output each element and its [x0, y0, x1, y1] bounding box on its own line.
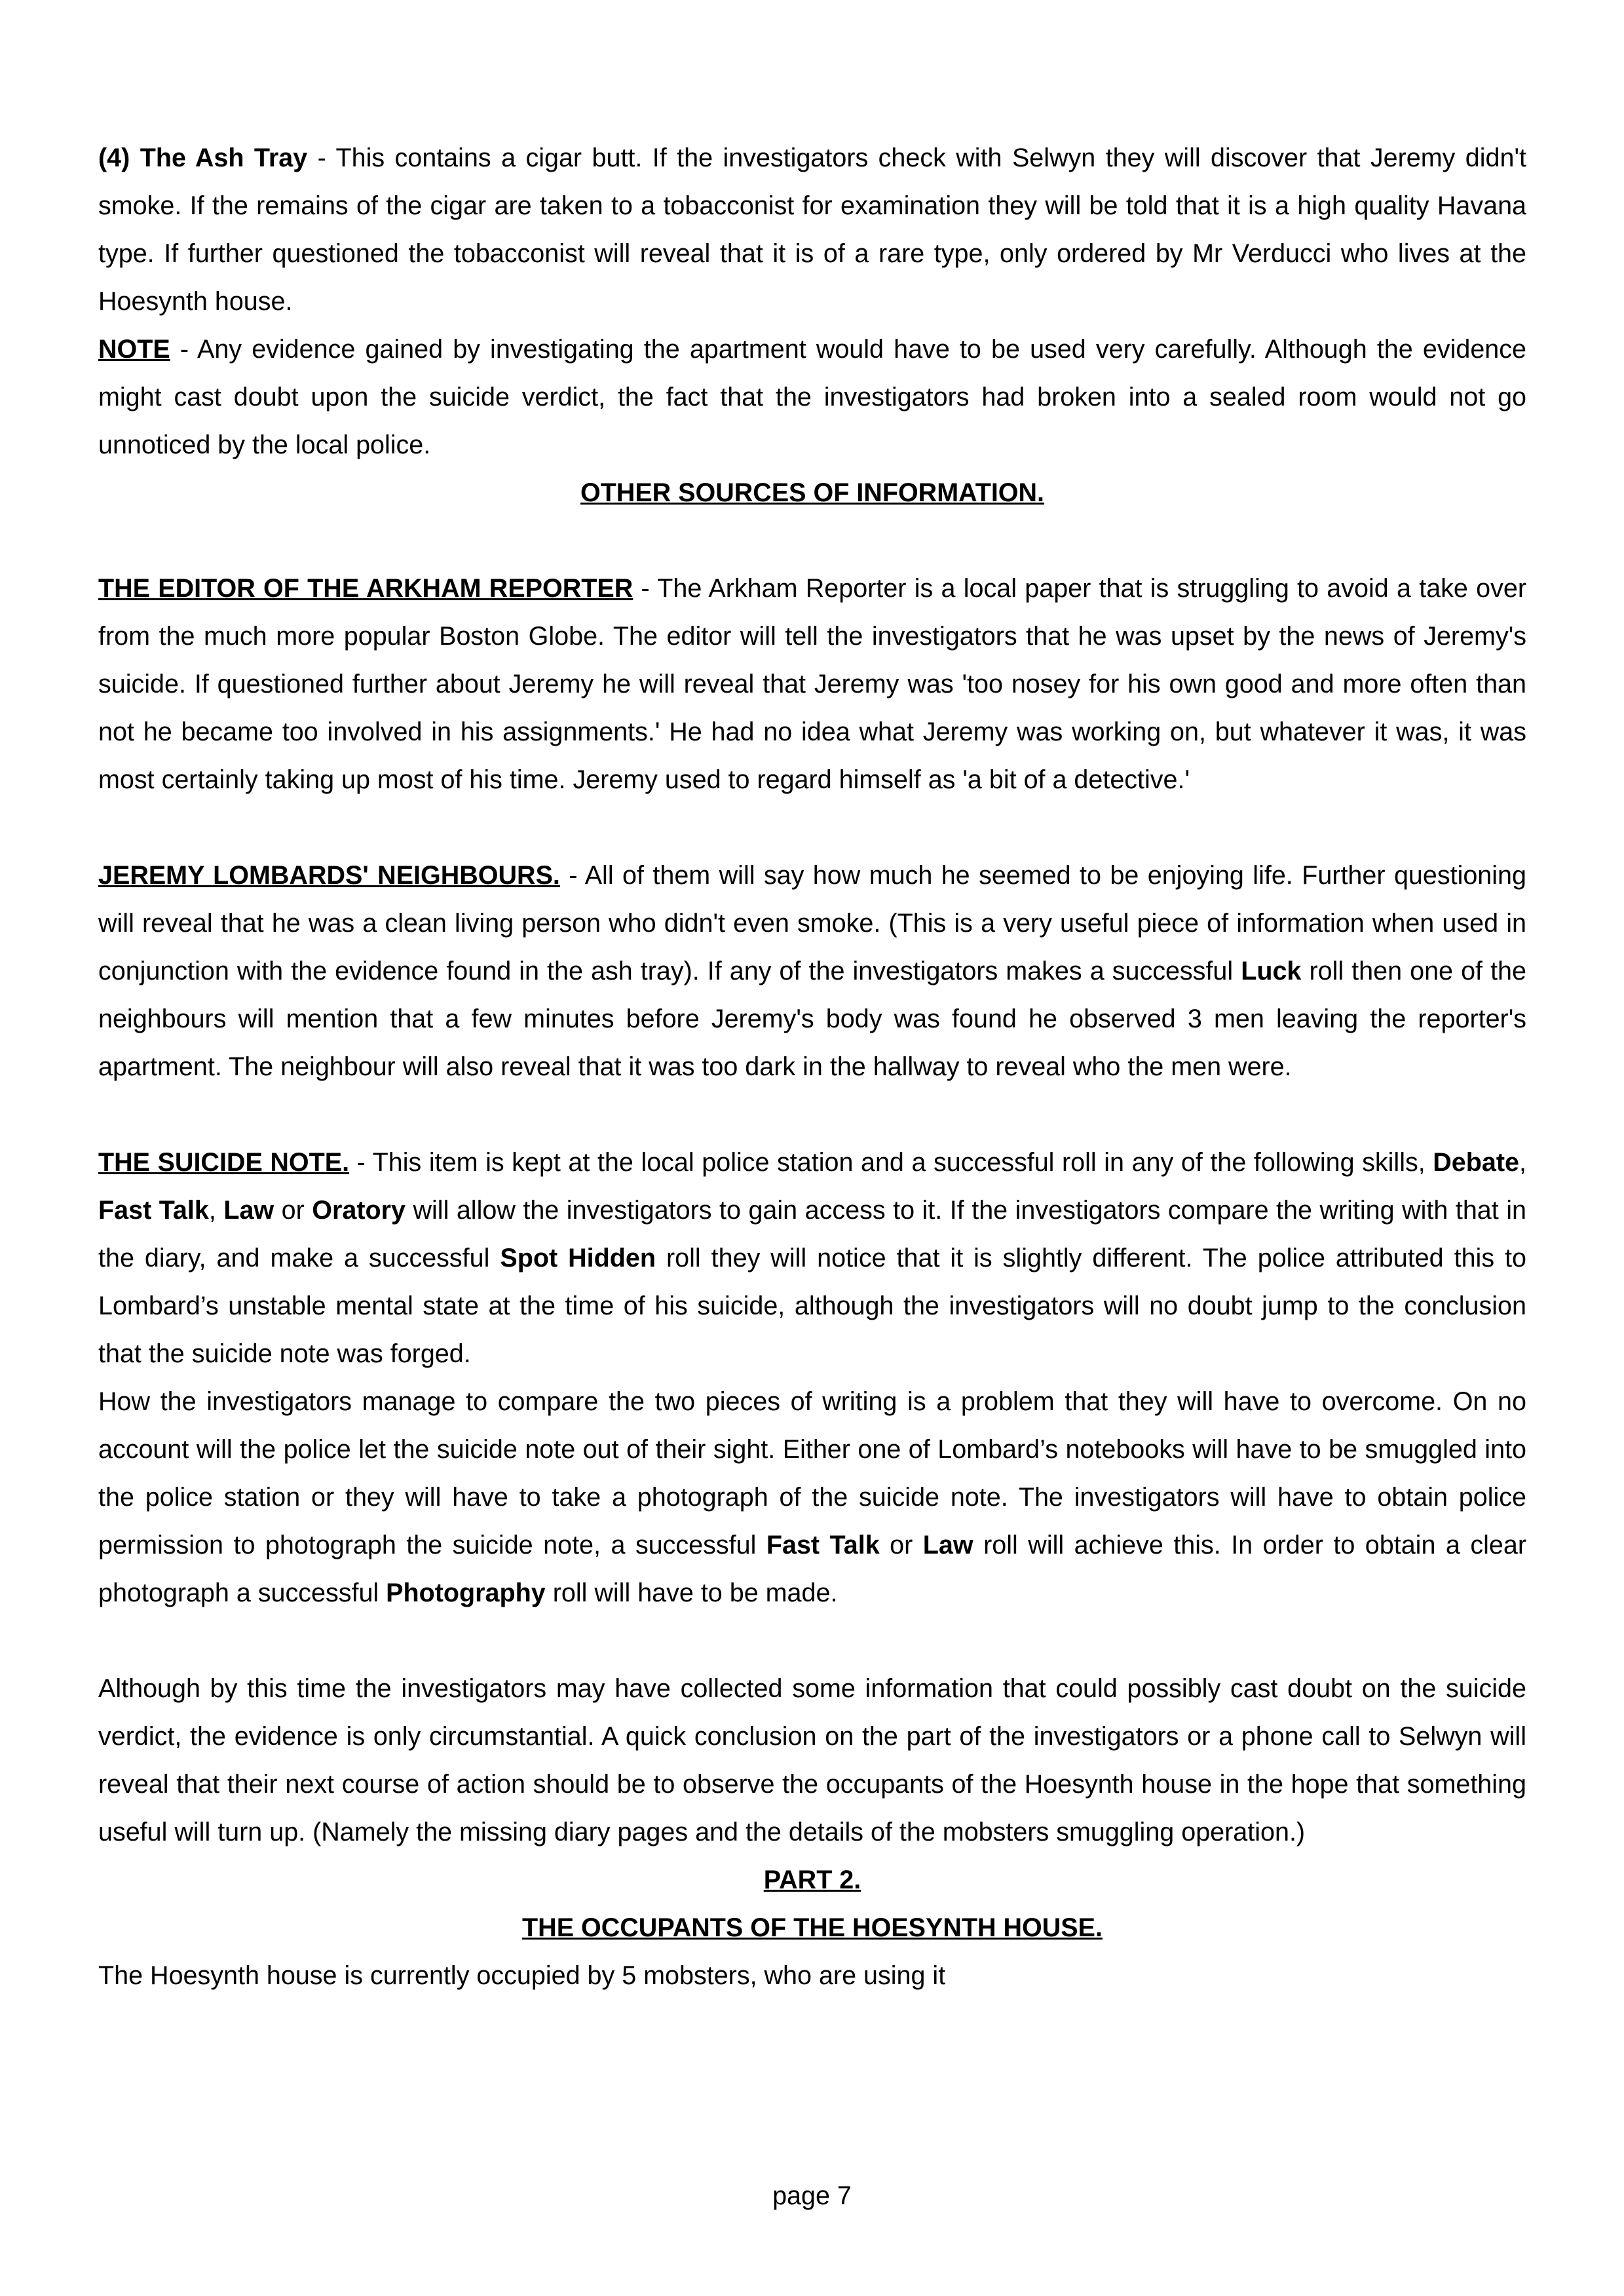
spacer: [98, 1617, 1526, 1665]
skill-debate: Debate: [1433, 1148, 1519, 1177]
skill-fast-talk: Fast Talk: [766, 1531, 880, 1559]
spacer: [98, 517, 1526, 565]
skill-luck: Luck: [1241, 957, 1302, 985]
suicide-note-text-2: will allow the investigators to gain access to it. If the investigators compare the writing with that in the diary, and make a successful: [98, 1196, 1526, 1272]
editor-label: THE EDITOR OF THE ARKHAM REPORTER: [98, 574, 633, 603]
suicide-note-label: THE SUICIDE NOTE.: [98, 1148, 350, 1177]
compare-text-3: roll will have to be made.: [545, 1578, 838, 1607]
compare-paragraph: [98, 1378, 1526, 1617]
skill-spot-hidden: Spot Hidden: [500, 1244, 656, 1272]
suicide-note-text-3: roll they will notice that it is slightly different. The police attributed this to Lombard’s unstable mental state at the time of his suicide, although the investigators will no doubt jump to the conclusion that the suicide note was forged.: [98, 1244, 1527, 1368]
document-body: [98, 134, 1526, 2000]
other-sources-heading: OTHER SOURCES OF INFORMATION.: [580, 478, 1045, 507]
suicide-note-paragraph: [98, 1139, 1526, 1378]
circumstantial-paragraph: Although by this time the investigators may have collected some information that could possibly cast doubt on the suicide verdict, the evidence is only circumstantial. A quick conclusion on the part of the investigators or a phone call to Selwyn will reveal that their next course of action should be to observe the occupants of the Hoesynth house in the hope that something useful will turn up. (Namely the missing diary pages and the details of the mobsters smuggling operation.): [98, 1674, 1526, 1846]
occupants-paragraph: The Hoesynth house is currently occupied by 5 mobsters, who are using it: [98, 1961, 946, 1990]
skill-oratory: Oratory: [312, 1196, 406, 1225]
separator: ,: [208, 1196, 224, 1225]
skill-photography: Photography: [386, 1578, 546, 1607]
spacer: [98, 804, 1526, 852]
neighbours-text-2: roll then one of the neighbours will mention that a few minutes before Jeremy's body was found he observed 3 men leaving the reporter's apartment. The neighbour will also reveal that it was too dark in the hallway to reveal who the men were.: [98, 957, 1526, 1081]
spacer: [98, 1091, 1526, 1139]
neighbours-paragraph: [98, 852, 1526, 1091]
occupants-heading: THE OCCUPANTS OF THE HOESYNTH HOUSE.: [522, 1913, 1103, 1942]
page-number: page 7: [772, 2181, 852, 2210]
separator: or: [879, 1531, 923, 1559]
suicide-note-text-1: - This item is kept at the local police station and a successful roll in any of the following skills,: [349, 1148, 1433, 1177]
ash-tray-paragraph: [98, 134, 1526, 326]
compare-text-1: How the investigators manage to compare the two pieces of writing is a problem that they will have to overcome. On no account will the police let the suicide note out of their sight. Either one of Lombard’s notebooks will have to be smuggled into the police station or they will have to take a photograph of the suicide note. The investigators will have to obtain police permission to photograph the suicide note, a successful: [98, 1387, 1526, 1559]
note-text: - Any evidence gained by investigating the apartment would have to be used very carefully. Although the evidence might cast doubt upon the suicide verdict, the fact that the investigators had broken into a sealed room would not go unnoticed by the local police.: [98, 335, 1526, 459]
separator: ,: [1519, 1148, 1526, 1177]
ash-tray-label: (4) The Ash Tray: [98, 144, 308, 172]
part-heading: PART 2.: [763, 1866, 861, 1894]
compare-text-2: roll will achieve this. In order to obtain a clear photograph a successful: [98, 1531, 1526, 1607]
editor-text: - The Arkham Reporter is a local paper that is struggling to avoid a take over from the much more popular Boston Globe. The editor will tell the investigators that he was upset by the news of Jeremy's suicide. If questioned further about Jeremy he will reveal that Jeremy was 'too nosey for his own good and more often than not he became too involved in his assignments.' He had no idea what Jeremy was working on, but whatever it was, it was most certainly taking up most of his time. Jeremy used to regard himself as 'a bit of a detective.': [98, 574, 1526, 794]
neighbours-label: JEREMY LOMBARDS' NEIGHBOURS.: [98, 861, 560, 890]
skill-law: Law: [223, 1196, 274, 1225]
skill-law: Law: [922, 1531, 973, 1559]
neighbours-text-1: - All of them will say how much he seemed to be enjoying life. Further questioning will reveal that he was a clean living person who didn't even smoke. (This is a very useful piece of information when used in conjunction with the evidence found in the ash tray). If any of the investigators makes a successful: [98, 861, 1526, 985]
editor-paragraph: [98, 565, 1526, 804]
separator: or: [274, 1196, 312, 1225]
other-sources-heading-line: [98, 469, 1526, 517]
part-heading-line: [98, 1856, 1526, 1904]
occupants-heading-line: [98, 1904, 1526, 1952]
note-paragraph: [98, 326, 1526, 469]
skill-fast-talk: Fast Talk: [98, 1196, 209, 1225]
note-label: NOTE: [98, 335, 170, 364]
ash-tray-text: - This contains a cigar butt. If the investigators check with Selwyn they will discover that Jeremy didn't smoke. If the remains of the cigar are taken to a tobacconist for examination they will be told that it is a high quality Havana type. If further questioned the tobacconist will reveal that it is of a rare type, only ordered by Mr Verducci who lives at the Hoesynth house.: [98, 144, 1526, 316]
